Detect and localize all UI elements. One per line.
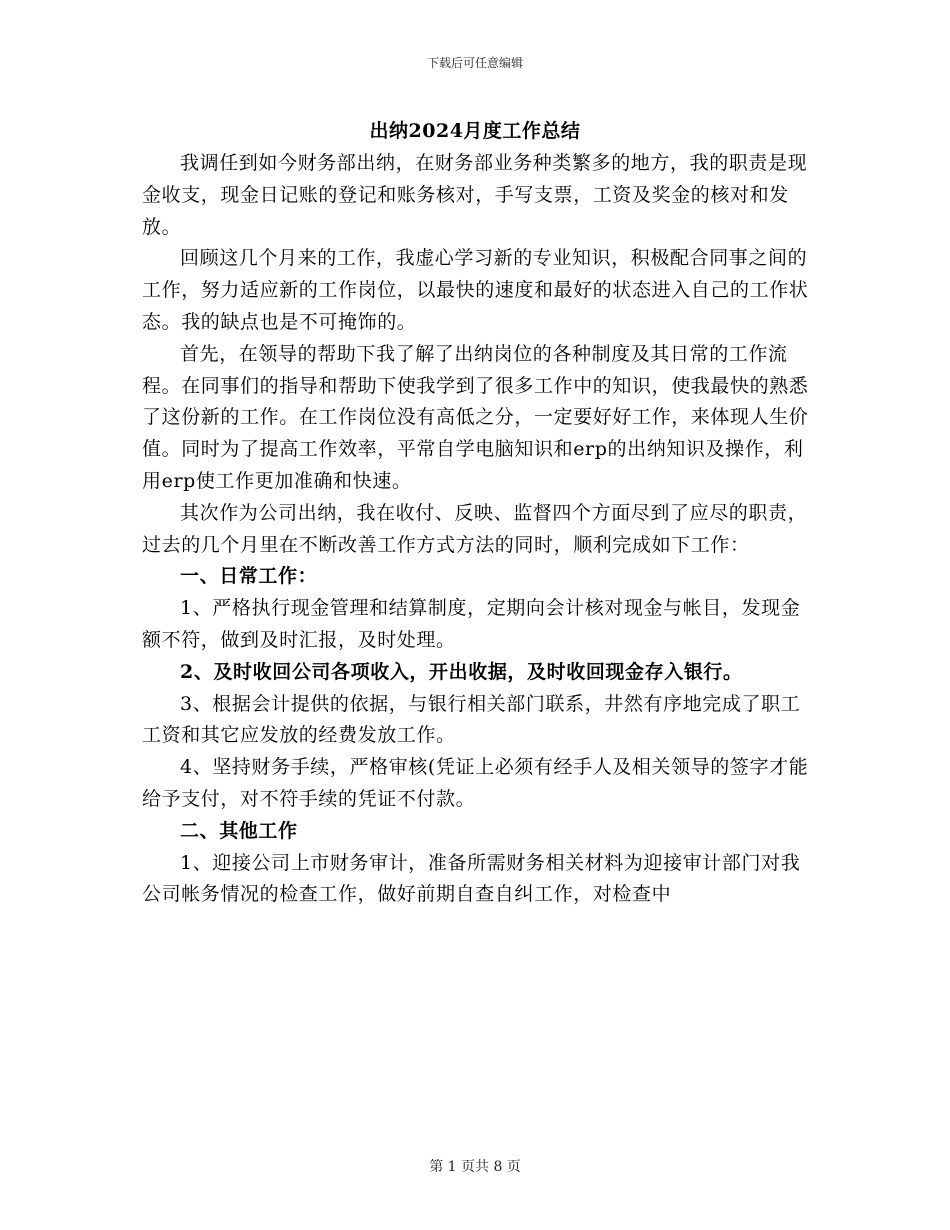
page-number: 第 1 页共 8 页 [429,1159,521,1175]
section-heading-daily-work: 一、日常工作： [180,565,318,588]
list-item-daily-1: 1、严格执行现金管理和结算制度，定期向会计核对现金与帐目，发现金额不符，做到及时汇报，及时处理。 [142,597,801,651]
document-title: 出纳2024月度工作总结 [369,120,581,142]
list-item-other-1: 1、迎接公司上市财务审计，准备所需财务相关材料为迎接审计部门对我公司帐务情况的检查工作，做好前期自查自纠工作，对检查中 [142,851,801,906]
document-body [142,148,810,911]
section-heading-other-work: 二、其他工作 [180,819,298,842]
list-item-daily-2: 2、及时收回公司各项收入，开出收据，及时收回现金存入银行。 [180,660,743,683]
paragraph-first: 首先，在领导的帮助下我了解了出纳岗位的各种制度及其日常的工作流程。在同事们的指导和帮助下使我学到了很多工作中的知识，使我最快的熟悉了这份新的工作。在工作岗位没有高低之分，一定要好好工作，来体现人生价值。同时为了提高工作效率，平常自学电脑知识和erp的出纳知识及操作，利用erp使工作更加准确和快速。 [142,342,809,492]
paragraph-second: 其次作为公司出纳，我在收付、反映、监督四个方面尽到了应尽的职责，过去的几个月里在不断改善工作方式方法的同时，顺利完成如下工作： [142,501,808,556]
list-item-daily-4: 4、坚持财务手续，严格审核(凭证上必须有经手人及相关领导的签字才能给予支付，对不符手续的凭证不付款。 [142,756,809,810]
header-note: 下载后可任意编辑 [426,56,523,70]
paragraph-intro: 我调任到如今财务部出纳，在财务部业务种类繁多的地方，我的职责是现金收支，现金日记账的登记和账务核对，手写支票，工资及奖金的核对和发放。 [142,152,808,238]
list-item-daily-3: 3、根据会计提供的依据，与银行相关部门联系，井然有序地完成了职工工资和其它应发放的经费发放工作。 [142,692,801,747]
paragraph-review: 回顾这几个月来的工作，我虚心学习新的专业知识，积极配合同事之间的工作，努力适应新的工作岗位，以最快的速度和最好的状态进入自己的工作状态。我的缺点也是不可掩饰的。 [142,247,809,333]
